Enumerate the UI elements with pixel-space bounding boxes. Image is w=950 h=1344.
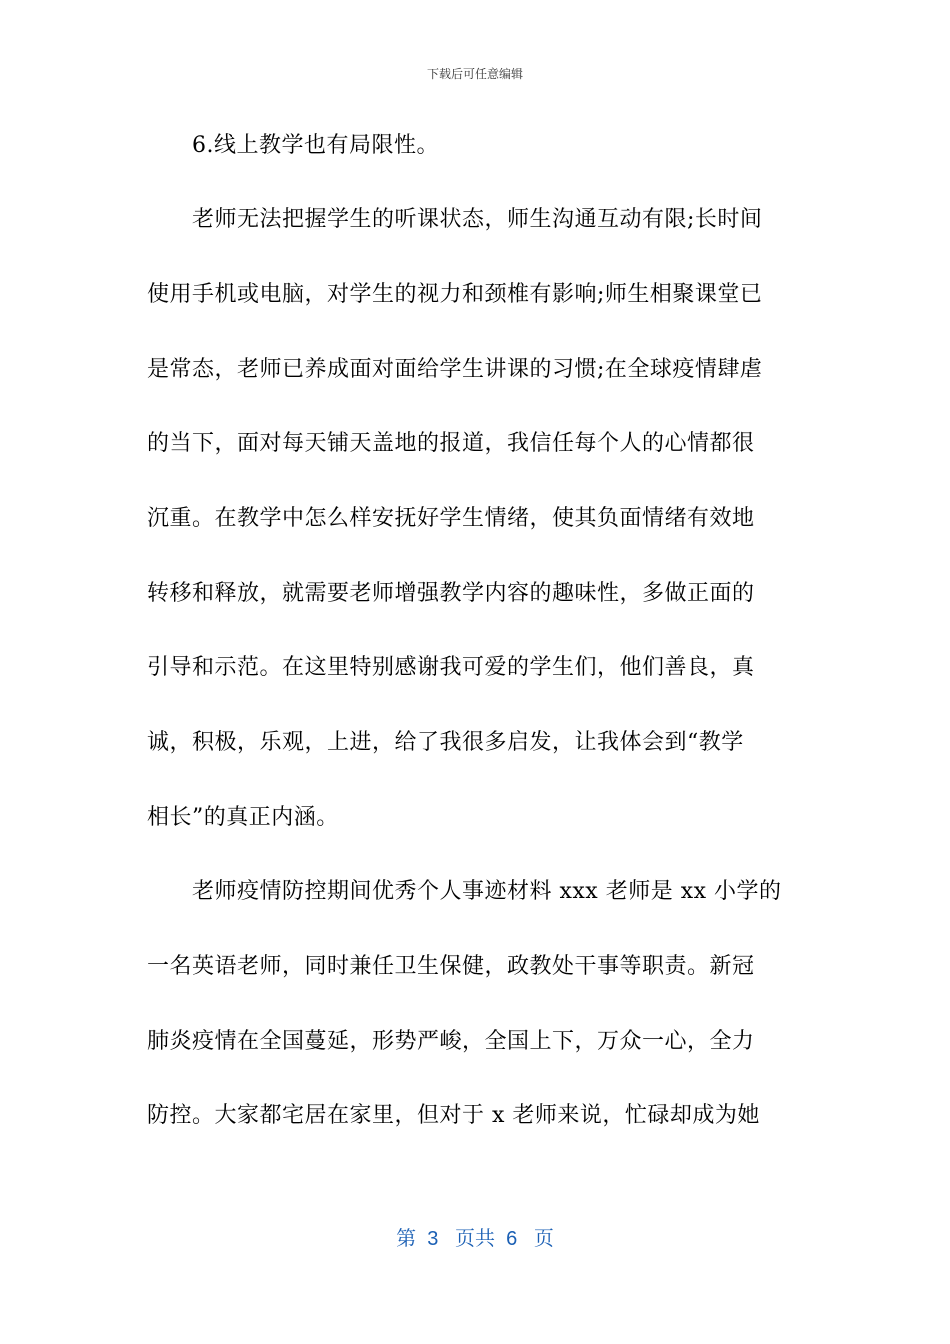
paragraph-line: 转移和释放，就需要老师增强教学内容的趣味性，多做正面的 xyxy=(147,581,755,606)
paragraph-line: 使用手机或电脑，对学生的视力和颈椎有影响;师生相聚课堂已 xyxy=(147,282,763,307)
page-header: 下载后可任意编辑 xyxy=(426,67,523,81)
paragraph-line: 诚，积极，乐观，上进，给了我很多启发，让我体会到“教学 xyxy=(147,730,744,755)
paragraph-heading: 6.线上教学也有局限性。 xyxy=(192,133,439,158)
paragraph-line: 相长”的真正内涵。 xyxy=(147,805,339,830)
page-number-footer: 第 3 页共 6 页 xyxy=(396,1228,554,1250)
paragraph-line: 防控。大家都宅居在家里，但对于 x 老师来说，忙碌却成为她 xyxy=(147,1103,760,1128)
paragraph-line: 是常态，老师已养成面对面给学生讲课的习惯;在全球疫情肆虐 xyxy=(147,357,763,382)
paragraph-line: 引导和示范。在这里特别感谢我可爱的学生们，他们善良，真 xyxy=(147,655,755,680)
paragraph-line: 老师疫情防控期间优秀个人事迹材料 xxx 老师是 xx 小学的 xyxy=(192,879,782,904)
paragraph-line: 沉重。在教学中怎么样安抚好学生情绪，使其负面情绪有效地 xyxy=(147,506,755,531)
paragraph-line: 一名英语老师，同时兼任卫生保健，政教处干事等职责。新冠 xyxy=(147,954,755,979)
paragraph-line: 的当下，面对每天铺天盖地的报道，我信任每个人的心情都很 xyxy=(147,431,755,456)
paragraph-line: 肺炎疫情在全国蔓延，形势严峻，全国上下，万众一心，全力 xyxy=(147,1029,755,1054)
paragraph-line: 老师无法把握学生的听课状态，师生沟通互动有限;长时间 xyxy=(192,207,763,232)
